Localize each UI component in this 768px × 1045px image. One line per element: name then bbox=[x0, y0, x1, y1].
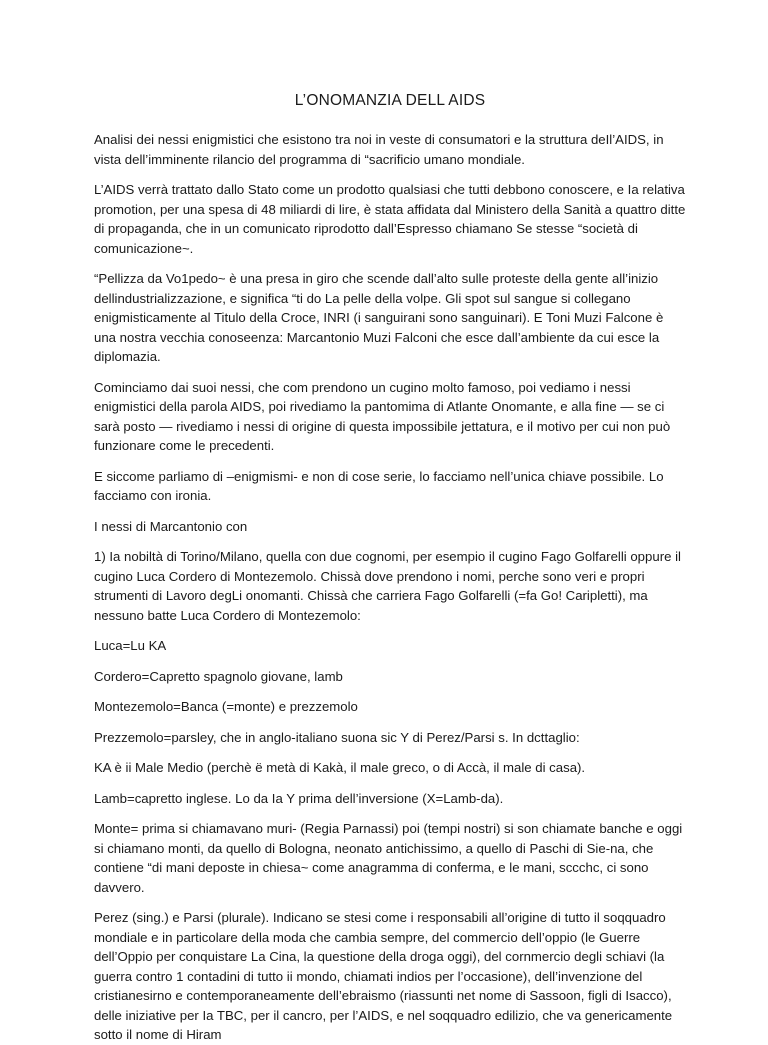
paragraph: Cominciamo dai suoi nessi, che com prendono un cugino molto famoso, poi vediamo i nessi enigmistici della parola AIDS, poi rivediamo la pantomima di Atlante Onomante, e alla fine — se ci sarà posto — rivediamo i nessi di origine di questa impossibile jettatura, e il motivo per cui non può funzionare come le precedenti. bbox=[94, 379, 671, 453]
paragraph: “Pellizza da Vo1pedo~ è una presa in giro che scende dall’alto sulle proteste della gente all’inizio dellindustrializzazione, e significa “ti do La pelle della volpe. Gli spot sul sangue si collegano enigmisticamente al Titulo della Croce, INRI (i sanguirani sono sanguinari). E Toni Muzi Falcone è una nostra vecchia conoseenza: Marcantonio Muzi Falconi che esce dall’ambiente da cui esce la diplomazia. bbox=[94, 271, 664, 364]
paragraph: Luca=Lu KA bbox=[94, 638, 167, 653]
paragraph: Prezzemolo=parsley, che in anglo-italiano suona sic Y di Perez/Parsi s. In dcttaglio: bbox=[94, 729, 580, 745]
paragraph: I nessi di Marcantonio con bbox=[94, 518, 248, 534]
paragraph: Monte= prima si chiamavano muri- (Regia Parnassi) poi (tempi nostri) si son chiamate banche e oggi si chiamano monti, da quello di Bologna, neonato antichissimo, a quello di Paschi di Sie-na, che contiene “di mani deposte in chiesa~ come anagramma di conferma, e le mani, sccchc, ci sono davvero. bbox=[94, 821, 683, 895]
paragraph: L’AIDS verrà trattato dallo Stato come un prodotto qualsiasi che tutti debbono conoscere, e Ia relativa promotion, per una spesa di 48 miliardi di lire, è stata affidata dal Ministero della Sanità a quattro ditte di propaganda, che in un comunicato riprodotto dall’Espresso chiamano Se stesse “società di comunicazione~. bbox=[94, 182, 686, 256]
paragraph: KA è ii Male Medio (perchè ë metà di Kakà, il male greco, o di Accà, il male di casa). bbox=[94, 760, 586, 775]
paragraph: Perez (sing.) e Parsi (plurale). Indicano se stesi come i responsabili all’origine di tutto il soqquadro mondiale e in particolare della moda che cambia sempre, del commercio dell’oppio (le Guerre dell’Oppio per conquistare La Cina, la questione della droga oggi), del cornmercio degli schiavi (la guerra contro 1 contadini di tutto ii mondo, chiamati indios per l’occasione), dell’invenzione del cristianesirno e contemporaneamente dell’ebraismo (riassunti net nome di Sassoon, figli di Isacco), delle iniziative per Ia TBC, per il cancro, per l’AIDS, e nel soqquadro edilizio, che va genericamente sotto il nome di Hiram bbox=[94, 910, 673, 1042]
paragraph: Analisi dei nessi enigmistici che esistono tra noi in veste di consumatori e la struttura deIl’AIDS, in vista dell’imminente rilancio del programma di “sacrificio umano mondiale. bbox=[94, 132, 664, 167]
paragraph: Lamb=capretto inglese. Lo da Ia Y prima dell’inversione (X=Lamb-da). bbox=[94, 790, 504, 806]
document-title: L’ONOMANZIA DELL AIDS bbox=[294, 92, 486, 109]
paragraph: Cordero=Capretto spagnolo giovane, lamb bbox=[94, 668, 343, 684]
paragraph: E siccome parliamo di –enigmismi- e non di cose serie, lo facciamo nell’unica chiave possibile. Lo facciamo con ironia. bbox=[94, 468, 664, 503]
paragraph: 1) Ia nobiltà di Torino/Milano, quella con due cognomi, per esempio il cugino Fago Golfarelli oppure il cugino Luca Cordero di Montezemolo. Chissà dove prendono i nomi, perche sono veri e propri strumenti di Lavoro degLi onomanti. Chissà che carriera Fago Golfarelli (=fa Go! Caripletti), ma nessuno batte Luca Cordero di Montezemolo: bbox=[94, 549, 681, 623]
document-body bbox=[94, 130, 686, 1045]
paragraph: Montezemolo=Banca (=monte) e prezzemolo bbox=[94, 699, 358, 714]
